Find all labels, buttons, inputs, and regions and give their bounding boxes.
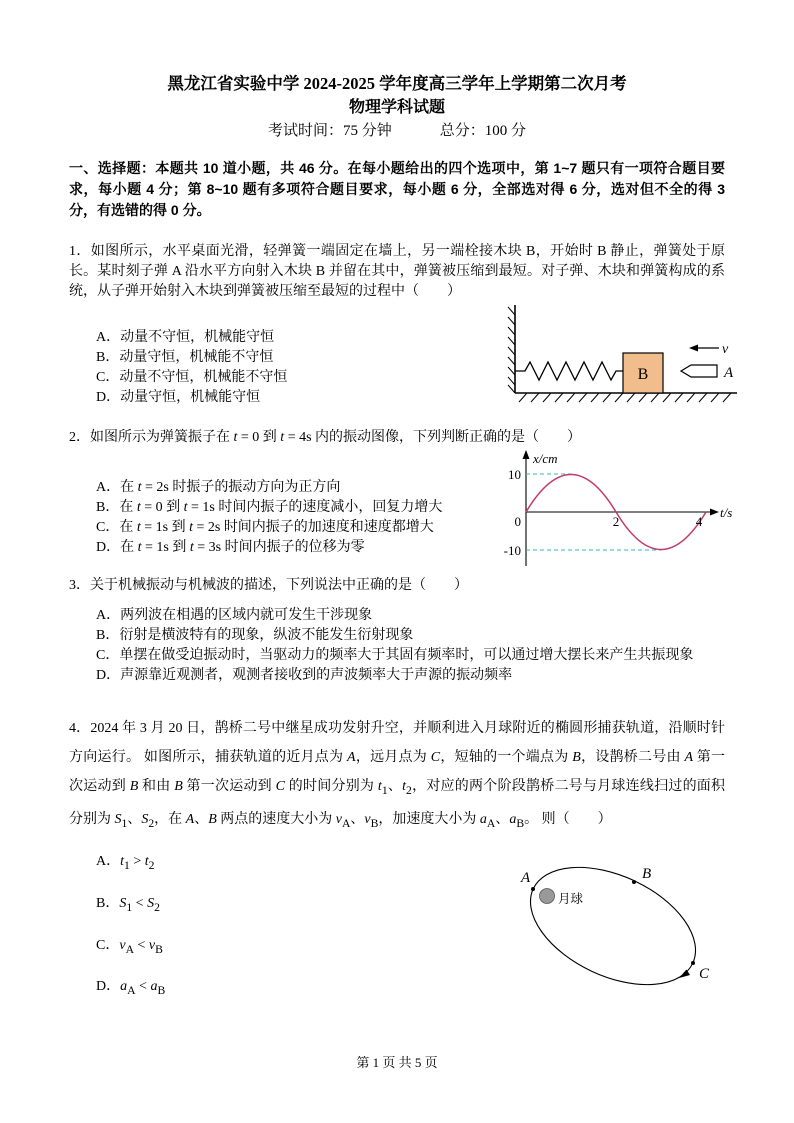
question-4-option-b: B．$S_1 < S_2$	[96, 895, 160, 914]
question-2-option-d: D．在 t = 1s 到 t = 3s 时间内振子的位移为零	[96, 540, 365, 555]
velocity-arrow	[689, 345, 719, 352]
exam-total-score: 总分：100 分	[439, 123, 527, 139]
point-c-dot	[691, 961, 695, 965]
orbit-ellipse	[512, 843, 714, 1008]
question-1-option-b: B．动量守恒，机械能不守恒	[96, 350, 274, 365]
bullet	[681, 365, 717, 377]
question-2-option-b: B．在 t = 0 到 t = 1s 时间内振子的速度减小，回复力增大	[96, 500, 443, 515]
figure-q4-orbit	[495, 842, 740, 1010]
question-4-option-a: A．$t_1 > t_2$	[96, 854, 155, 872]
point-a-label: A	[521, 870, 531, 886]
point-a-dot	[531, 887, 535, 891]
spring	[515, 362, 623, 380]
figure-q1-spring-block	[505, 303, 743, 403]
wall-hatching	[508, 307, 515, 393]
tick-y-max: 10	[508, 467, 521, 482]
x-axis-label: t/s	[720, 505, 733, 520]
question-1-option-a: A．动量不守恒，机械能守恒	[96, 330, 275, 345]
question-2-option-c: C．在 t = 1s 到 t = 2s 时间内振子的加速度和速度都增大	[96, 520, 434, 535]
question-2-body: 2．如图所示为弹簧振子在 t = 0 到 t = 4s 内的振动图像，下列判断正确的是（ ）	[69, 430, 582, 445]
tick-origin: 0	[514, 514, 521, 529]
question-4-body: 4．2024 年 3 月 20 日，鹊桥二号中继星成功发射升空，并顺利进入月球附近的椭圆形捕获轨道，沿顺时针方向运行。 如图所示，捕获轨道的近月点为 A，远月点为 C，短轴的一个端点为 B，设鹊桥二号由 A 第一次运动到 B 和由 B 第一次运动到 C 的时间分别为 $t_1$、$t_2$，对应的两个阶段鹊桥二号与月球连线扫过的面积分别为 $S_1$、$S_2$，在 A、B 两点的速度大小为 $v_A$、$v_B$，加速度大小为 $a_A$、$a_B$。 则（ ）	[69, 721, 726, 830]
question-3-option-d: D．声源靠近观测者，观测者接收到的声波频率大于声源的振动频率	[96, 668, 513, 683]
question-2-options	[96, 478, 516, 558]
question-3-body: 3．关于机械振动与机械波的描述，下列说法中正确的是（ ）	[69, 578, 468, 593]
exam-title: 黑龙江省实验中学 2024-2025 学年度高三学年上学期第二次月考	[167, 74, 627, 93]
ground-hatching	[519, 393, 731, 402]
point-b-label: B	[642, 866, 652, 882]
section-1-intro: 一、选择题：本题共 10 道小题，共 46 分。在每小题给出的四个选项中，第 1~7 题只有一项符合题目要求，每小题 4 分；第 8~10 题有多项符合题目要求，每小题 6 分，全部选对得 6 分，选对但不全的得 3 分，有选错的得 0 分。	[69, 160, 725, 218]
question-4-option-c: C．$v_A < v_B$	[96, 937, 163, 956]
tick-y-min: -10	[503, 543, 521, 558]
exam-info	[69, 121, 725, 142]
question-4-options	[96, 852, 396, 1019]
y-axis-label: x/cm	[533, 451, 558, 466]
question-4-option-d: D．$a_A < a_B$	[96, 979, 166, 998]
tick-x-2: 2	[612, 514, 620, 529]
question-1-option-d: D．动量守恒，机械能守恒	[96, 390, 261, 405]
block-b-label: B	[637, 366, 649, 383]
question-3-options	[96, 606, 721, 686]
question-2-option-a: A．在 t = 2s 时振子的振动方向为正方向	[96, 480, 341, 495]
exam-time: 考试时间：75 分钟	[267, 123, 392, 139]
page-footer: 第 1 页 共 5 页	[356, 1055, 438, 1070]
moon-circle	[540, 889, 555, 904]
tick-x-4: 4	[695, 514, 703, 529]
point-b-dot	[632, 880, 636, 884]
figure-q2-oscillation-graph	[486, 448, 736, 573]
x-axis	[526, 509, 719, 516]
point-c-label: C	[699, 966, 710, 982]
bullet-label: A	[724, 365, 734, 381]
question-3-option-a: A．两列波在相遇的区域内就可发生干涉现象	[96, 608, 373, 623]
question-3-option-b: B．衍射是横波特有的现象，纵波不能发生衍射现象	[96, 628, 414, 643]
question-1-body: 1．如图所示，水平桌面光滑，轻弹簧一端固定在墙上，另一端栓接木块 B，开始时 B 静止，弹簧处于原长。某时刻子弹 A 沿水平方向射入木块 B 并留在其中，弹簧被压缩到最短。对子弹、木块和弹簧构成的系统，从子弹开始射入木块到弹簧被压缩至最短的过程中（ ）	[69, 244, 725, 299]
question-3-option-c: C．单摆在做受迫振动时，当驱动力的频率大于其固有频率时，可以通过增大摆长来产生共振现象	[96, 648, 694, 663]
velocity-label: v	[722, 342, 729, 357]
moon-label: 月球	[558, 892, 584, 906]
question-1-options	[96, 328, 496, 408]
exam-subtitle: 物理学科试题	[348, 99, 445, 116]
question-1-option-c: C．动量不守恒，机械能不守恒	[96, 370, 288, 385]
